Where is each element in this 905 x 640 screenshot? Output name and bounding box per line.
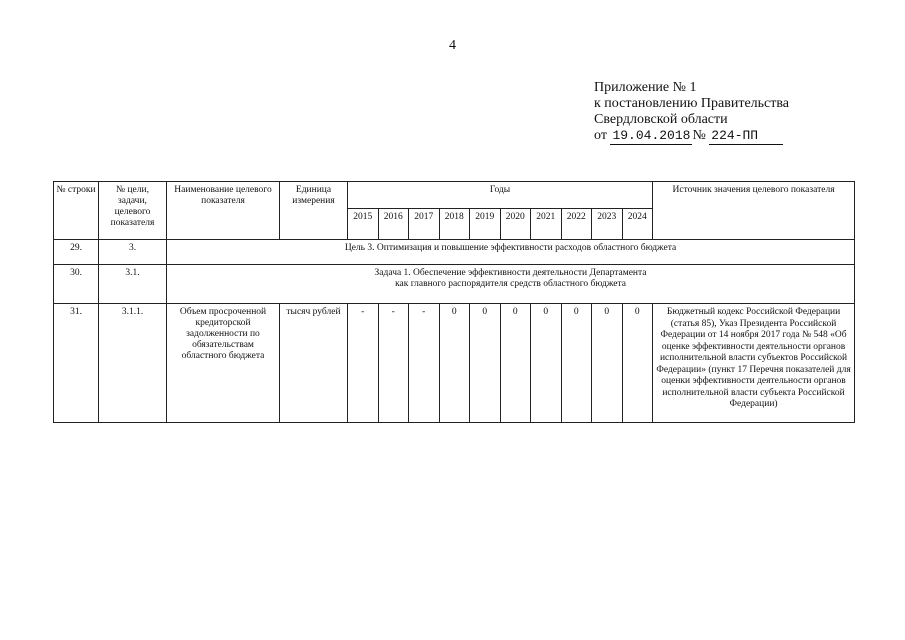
table-row-task	[54, 265, 855, 304]
indicator-code: 3.1.1.	[99, 304, 167, 423]
row-number: 31.	[54, 304, 99, 423]
task-text	[167, 265, 855, 304]
appendix-title: Приложение № 1	[594, 80, 697, 95]
year-value: 0	[531, 304, 562, 423]
task-code: 3.1.	[99, 265, 167, 304]
year-header: 2020	[500, 209, 531, 240]
indicator-unit: тысяч рублей	[280, 304, 348, 423]
appendix-region: Свердловской области	[594, 112, 728, 127]
resolution-number: 224-ПП	[709, 128, 783, 145]
resolution-date: 19.04.2018	[612, 128, 691, 143]
header-unit: Единица измерения	[280, 182, 348, 240]
header-source: Источник значения целевого показателя	[653, 182, 855, 240]
year-header: 2016	[378, 209, 409, 240]
header-row-no: № строки	[54, 182, 99, 240]
year-header: 2017	[409, 209, 440, 240]
year-value: -	[378, 304, 409, 423]
task-text-line2: как главного распорядителя средств областного бюджета	[395, 279, 626, 289]
row-number: 29.	[54, 240, 99, 265]
year-value: 0	[561, 304, 592, 423]
appendix-header	[594, 80, 789, 145]
header-years: Годы	[348, 182, 653, 209]
year-header: 2022	[561, 209, 592, 240]
table-row-indicator	[54, 304, 855, 423]
indicator-name: Объем просроченной кредиторской задолженности по обязательствам областного бюджета	[167, 304, 280, 423]
table-row-goal	[54, 240, 855, 265]
row-number: 30.	[54, 265, 99, 304]
year-header: 2018	[439, 209, 470, 240]
indicators-table	[53, 181, 855, 423]
page-number: 4	[449, 38, 456, 53]
year-value: 0	[592, 304, 623, 423]
year-header: 2019	[470, 209, 501, 240]
appendix-date-line	[594, 128, 789, 145]
number-label: №	[692, 128, 706, 143]
year-header: 2023	[592, 209, 623, 240]
year-value: 0	[470, 304, 501, 423]
year-header: 2015	[348, 209, 379, 240]
year-header: 2024	[622, 209, 653, 240]
task-text-line1: Задача 1. Обеспечение эффективности деятельности Департамента	[374, 268, 647, 278]
indicator-source: Бюджетный кодекс Российской Федерации (статья 85), Указ Президента Российской Федерации от 14 ноября 2017 года № 548 «Об оценке эффективности деятельности органов исполнительной власти субъектов Российской Федерации» (пункт 17 Перечня показателей для оценки эффективности деятельности органов исполнительной власти субъекта Российской Федерации)	[653, 304, 855, 423]
year-header: 2021	[531, 209, 562, 240]
year-value: 0	[500, 304, 531, 423]
year-value: 0	[439, 304, 470, 423]
header-goal-no: № цели, задачи, целевого показателя	[99, 182, 167, 240]
goal-text: Цель 3. Оптимизация и повышение эффективности расходов областного бюджета	[167, 240, 855, 265]
year-value: 0	[622, 304, 653, 423]
appendix-resolution: к постановлению Правительства	[594, 96, 790, 111]
year-value: -	[348, 304, 379, 423]
from-label: от	[594, 128, 607, 143]
year-value: -	[409, 304, 440, 423]
goal-code: 3.	[99, 240, 167, 265]
header-indicator-name: Наименование целевого показателя	[167, 182, 280, 240]
